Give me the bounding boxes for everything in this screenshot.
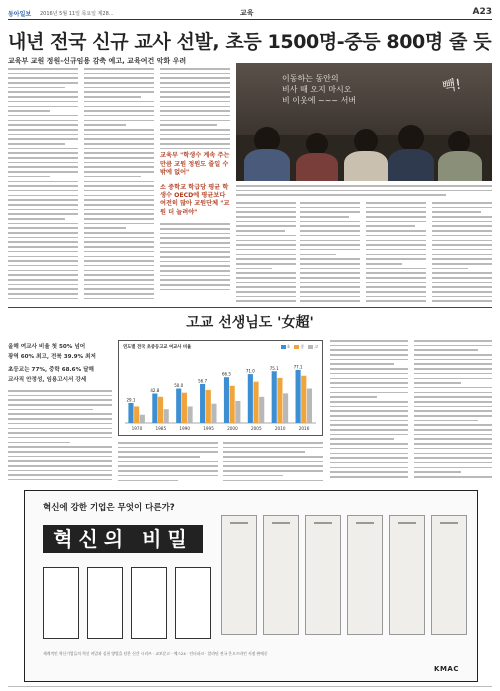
data-label-2005: 71.0: [245, 368, 255, 374]
main-headline: 내년 전국 신규 교사 선발, 초등 1500명-중등 800명 줄 듯: [8, 31, 492, 53]
legend-label-elementary: 초: [286, 344, 291, 349]
bar-1970-고: [140, 415, 145, 423]
book-advertisement[interactable]: [24, 490, 478, 682]
article-column-1: [8, 68, 78, 304]
article-column-2: [84, 68, 154, 304]
book-cover: [347, 515, 383, 635]
blackboard-drawing: 빽!: [441, 76, 463, 96]
bar-2016-중: [301, 376, 306, 423]
article-column-3: [160, 68, 230, 304]
bar-2010-중: [277, 378, 282, 423]
bar-1985-고: [164, 409, 169, 423]
bar-1995-중: [206, 390, 211, 423]
bar-2005-초: [248, 374, 253, 423]
bar-2010-고: [283, 393, 288, 423]
legend-label-high: 고: [314, 344, 318, 349]
book-thumbnail: [175, 567, 211, 639]
stat-line-4: 교사직 안정성, 임용고시서 강세: [8, 377, 87, 383]
legend-swatch-elementary: [281, 345, 286, 349]
article-column-11: [330, 340, 408, 482]
legend-label-middle: 중: [300, 344, 305, 349]
book-cover: [305, 515, 341, 635]
legend-swatch-high: [308, 345, 313, 349]
ad-question: 혁신에 강한 기업은 무엇이 다른가?: [43, 503, 175, 513]
student-body: [296, 153, 338, 181]
stat-line-3: 초등교는 77%, 중학 68.6% 달해: [8, 367, 94, 373]
ad-title: 혁신의 비밀: [43, 525, 203, 553]
kmac-logo: KMAC: [434, 665, 459, 673]
ad-book-thumbnails: [43, 567, 211, 643]
article-column-6: [366, 202, 426, 304]
data-label-1995: 56.7: [198, 378, 208, 384]
tick-label-1995: 1995: [203, 426, 214, 431]
classroom-photo: [236, 63, 492, 181]
article-column-9: [118, 442, 218, 482]
student-head: [354, 129, 378, 153]
ad-book-covers: [221, 515, 469, 643]
tick-label-1985: 1985: [155, 426, 167, 431]
data-label-1985: 42.8: [150, 388, 160, 394]
legend-swatch-middle: [294, 345, 299, 349]
student-body: [438, 151, 482, 181]
bar-1970-중: [134, 406, 139, 423]
tick-label-2000: 2000: [227, 426, 238, 431]
chart-title: 연도별 전국 초중등고교 여교사 비율: [123, 345, 192, 350]
newspaper-name: 동아일보: [8, 11, 32, 18]
book-thumbnail: [43, 567, 79, 639]
section-label: 교육: [240, 9, 254, 17]
board-line-1: 이동하는 동안의: [282, 74, 339, 83]
bar-1995-초: [200, 384, 205, 423]
section-divider: [8, 307, 492, 308]
book-cover: [221, 515, 257, 635]
bar-1985-중: [158, 397, 163, 423]
article-column-10: [223, 442, 323, 482]
article-column-7: [432, 202, 492, 304]
article-column-4: [236, 202, 296, 304]
tick-label-2010: 2010: [274, 426, 286, 431]
stat-line-2: 광역 60% 최고, 전북 39.9% 최저: [8, 354, 96, 360]
page-footer-rule: [8, 686, 492, 687]
book-cover: [431, 515, 467, 635]
student-body: [244, 149, 290, 181]
data-label-2016: 77.1: [293, 364, 303, 370]
bar-2000-초: [224, 377, 229, 423]
bar-1990-초: [176, 389, 181, 423]
student-body: [388, 149, 434, 181]
tick-label-2016: 2016: [298, 426, 310, 431]
bar-2016-초: [296, 370, 301, 423]
bar-1985-초: [152, 394, 157, 423]
bar-2005-고: [259, 397, 264, 423]
data-label-1970: 29.1: [126, 397, 136, 403]
data-label-2000: 66.5: [222, 371, 231, 377]
pull-quote-2: 소 중학교 학급당 평균 학생수 OECD에 평균보다 여전히 많아 교원단체 "교원 더 늘려야": [160, 183, 230, 216]
student-head: [398, 125, 424, 151]
bar-2005-중: [253, 382, 258, 423]
bar-2000-중: [230, 386, 235, 423]
subheadline: 교육부 교원 정원-신규임용 감축 예고, 교육여건 악화 우려: [8, 57, 187, 65]
bar-1995-고: [211, 404, 216, 423]
bar-1970-초: [128, 403, 133, 423]
chart-plot: [119, 353, 322, 435]
article-column-5: [300, 202, 360, 304]
stat-line-1: 올해 여교사 비율 첫 50% 넘어: [8, 344, 86, 350]
student-head: [448, 131, 470, 153]
data-label-1990: 50.0: [174, 383, 184, 389]
book-cover: [263, 515, 299, 635]
dateline: 2016년 5월 11일 목요일 제28...: [40, 11, 114, 17]
page-number: A23: [472, 7, 492, 17]
chart-legend: [278, 344, 318, 350]
photo-caption: [236, 185, 492, 199]
student-body: [344, 151, 388, 181]
book-thumbnail: [131, 567, 167, 639]
bar-1990-중: [182, 393, 187, 423]
blackboard-writing: [282, 73, 356, 106]
article-column-12: [414, 340, 492, 482]
bar-1990-고: [188, 406, 193, 423]
bar-2010-초: [272, 371, 277, 423]
board-line-2: 비사 때 오지 마시오: [282, 85, 352, 94]
pull-quote-1: 교육부 "학생수 계속 주는 만큼 교원 정원도 줄일 수밖에 없어": [160, 152, 230, 177]
ad-footnote: 세계적인 혁신기업들의 혁신 비밀과 실천 방법을 담은 신간 시리즈 · 교보문고 · 예스24 · 인터파크 · 알라딘 전국 온오프라인 서점 판매중: [43, 651, 268, 656]
tick-label-1990: 1990: [179, 426, 191, 431]
bar-2000-고: [235, 401, 240, 423]
board-line-3: 비 이웃에 ~~~ 서버: [282, 96, 357, 105]
female-teacher-ratio-chart: [118, 340, 323, 436]
masthead: [8, 6, 492, 20]
data-label-2010: 75.1: [269, 365, 279, 371]
book-cover: [389, 515, 425, 635]
article-column-8: [8, 390, 112, 480]
tick-label-2005: 2005: [250, 426, 262, 431]
tick-label-1970: 1970: [131, 426, 143, 431]
bar-2016-고: [307, 388, 312, 423]
book-thumbnail: [87, 567, 123, 639]
second-headline: 고교 선생님도 '女超': [186, 315, 314, 331]
student-head: [306, 133, 328, 155]
